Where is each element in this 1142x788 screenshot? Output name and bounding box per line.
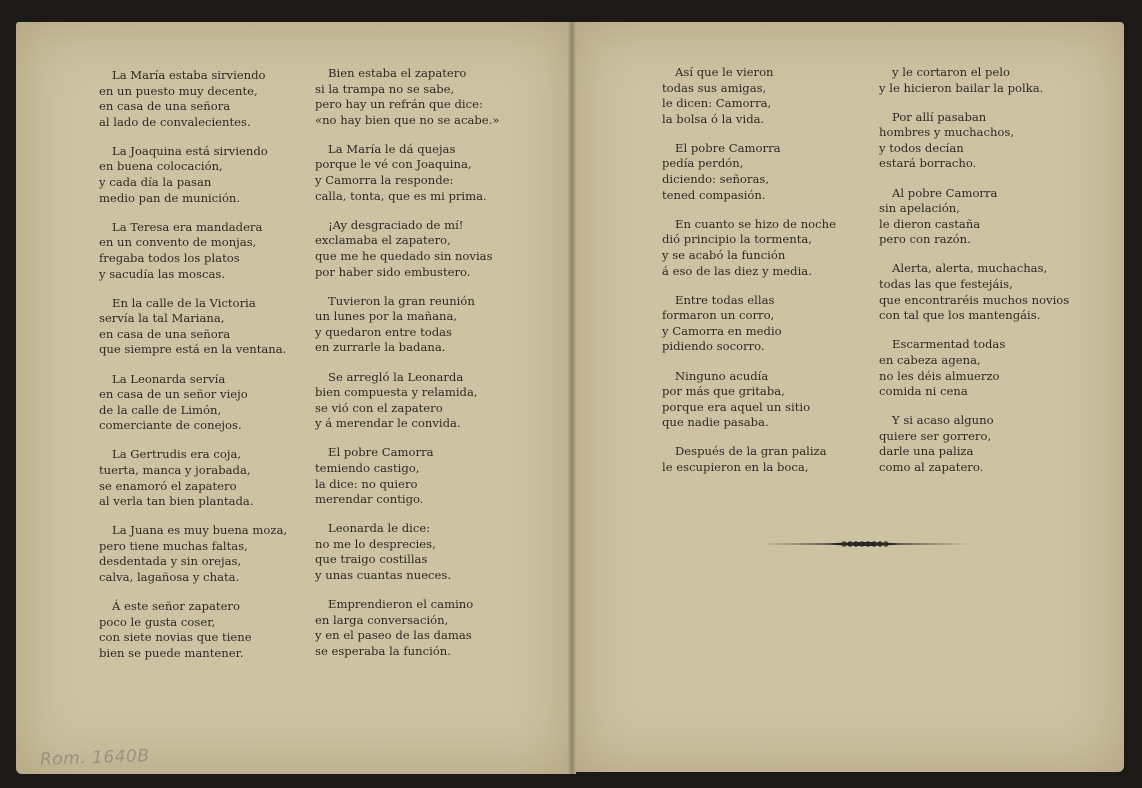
verse-line: La Juana es muy buena moza, [112, 523, 288, 538]
verse-line: exclamaba el zapatero, [315, 233, 451, 248]
verse-line: en zurrarle la badana. [315, 340, 446, 355]
verse-line: pero hay un refrán que dice: [315, 97, 483, 112]
verse-line: en larga conversación, [315, 612, 449, 627]
stanza [99, 220, 287, 282]
verse-line: por más que gritaba, [662, 384, 785, 399]
stanza [99, 447, 287, 509]
stanza [879, 261, 1069, 323]
verse-line: la bolsa ó la vida. [662, 111, 765, 126]
verse-line: En la calle de la Victoria [112, 295, 256, 310]
poem-column-1 [99, 68, 287, 675]
stanza [315, 66, 499, 128]
verse-line: por haber sido embustero. [315, 264, 471, 279]
stanza [99, 372, 287, 434]
verse-line: «no hay bien que no se acabe.» [315, 112, 500, 127]
verse-line: en un puesto muy decente, [99, 83, 258, 98]
verse-line: de la calle de Limón, [99, 402, 222, 417]
verse-line: Tuvieron la gran reunión [328, 293, 475, 308]
verse-line: La María estaba sirviendo [112, 68, 266, 82]
poem-column-3 [662, 65, 836, 489]
stanza [99, 144, 287, 206]
verse-line: quiere ser gorrero, [879, 428, 992, 443]
verse-line: desdentada y sin orejas, [99, 554, 242, 569]
stanza [662, 141, 836, 203]
verse-line: porque era aquel un sitio [662, 399, 811, 414]
verse-line: y unas cuantas nueces. [315, 568, 452, 583]
verse-line: calla, tonta, que es mi prima. [315, 188, 487, 203]
verse-line: Después de la gran paliza [675, 444, 827, 459]
stanza [99, 599, 287, 661]
verse-line: que nadie pasaba. [662, 415, 769, 430]
verse-line: El pobre Camorra [675, 140, 781, 155]
verse-line: y se acabó la función [662, 247, 786, 262]
verse-line: con siete novias que tiene [99, 630, 252, 645]
verse-line: pidiendo socorro. [662, 339, 765, 354]
verse-line: y en el paseo de las damas [315, 628, 472, 643]
verse-line: Escarmentad todas [892, 337, 1006, 352]
stanza [315, 521, 499, 583]
verse-line: comida ni cena [879, 384, 968, 399]
verse-line: Emprendieron el camino [328, 597, 474, 612]
verse-line: formaron un corro, [662, 308, 775, 323]
verse-line: El pobre Camorra [328, 445, 434, 460]
verse-line: todas sus amigas, [662, 80, 767, 95]
verse-line: y todos decían [879, 140, 964, 155]
verse-line: Entre todas ellas [675, 292, 775, 307]
verse-line: bien compuesta y relamida, [315, 385, 478, 400]
stanza [99, 68, 287, 130]
verse-line: y á merendar le convida. [315, 416, 461, 431]
verse-line: En cuanto se hizo de noche [675, 216, 836, 231]
verse-line: comerciante de conejos. [99, 418, 242, 433]
verse-line: todas las que festejáis, [879, 277, 1013, 292]
verse-line: darle una paliza [879, 444, 974, 459]
verse-line: en un convento de monjas, [99, 235, 257, 250]
verse-line: al lado de convalecientes. [99, 114, 251, 129]
verse-line: Alerta, alerta, muchachas, [892, 261, 1048, 276]
verse-line: que encontraréis muchos novios [879, 292, 1070, 307]
stanza [315, 597, 499, 659]
verse-line: merendar contigo. [315, 492, 424, 507]
verse-line: porque le vé con Joaquina, [315, 157, 472, 172]
poem-column-2 [315, 66, 499, 673]
verse-line: un lunes por la mañana, [315, 309, 458, 324]
verse-line: que siempre está en la ventana. [99, 342, 287, 357]
verse-line: en cabeza agena, [879, 352, 981, 367]
verse-line: tuerta, manca y jorabada, [99, 462, 251, 477]
verse-line: le escupieron en la boca, [662, 459, 809, 474]
verse-line: Se arregló la Leonarda [328, 369, 464, 384]
verse-line: que traigo costillas [315, 552, 428, 567]
stanza [662, 65, 836, 127]
verse-line: medio pan de munición. [99, 190, 241, 205]
stanza [662, 217, 836, 279]
verse-line: Y si acaso alguno [892, 413, 994, 428]
verse-line: se vió con el zapatero [315, 400, 443, 415]
stanza [315, 294, 499, 356]
verse-line: á eso de las diez y media. [662, 263, 812, 278]
verse-line: La María le dá quejas [328, 141, 456, 156]
verse-line: pedía perdón, [662, 156, 744, 171]
verse-line: pero con razón. [879, 232, 971, 247]
stanza [879, 337, 1069, 399]
verse-line: en casa de un señor viejo [99, 387, 248, 402]
verse-line: temiendo castigo, [315, 460, 420, 475]
verse-line: en buena colocación, [99, 159, 223, 174]
stanza [662, 444, 836, 475]
verse-line: y sacudía las moscas. [99, 266, 226, 281]
verse-line: bien se puede mantener. [99, 645, 244, 660]
verse-line: Por allí pasaban [892, 109, 987, 124]
verse-line: ¡Ay desgraciado de mí! [328, 217, 464, 232]
stanza [99, 296, 287, 358]
verse-line: y le cortaron el pelo [892, 65, 1010, 79]
verse-line: y Camorra la responde: [315, 173, 454, 188]
verse-line: La Teresa era mandadera [112, 219, 263, 234]
stanza [879, 65, 1069, 96]
verse-line: calva, lagañosa y chata. [99, 570, 240, 585]
verse-line: poco le gusta coser, [99, 614, 216, 629]
verse-line: la dice: no quiero [315, 476, 418, 491]
stanza [879, 110, 1069, 172]
verse-line: en casa de una señora [99, 99, 231, 114]
verse-line: pero tiene muchas faltas, [99, 538, 248, 553]
archive-pencil-note: Rom. 1640B [39, 746, 150, 770]
verse-line: al verla tan bien plantada. [99, 494, 254, 509]
verse-line: Al pobre Camorra [892, 185, 998, 200]
verse-line: La Joaquina está sirviendo [112, 143, 268, 158]
verse-line: diciendo: señoras, [662, 172, 769, 187]
verse-line: le dieron castaña [879, 216, 981, 231]
verse-line: fregaba todos los platos [99, 250, 240, 265]
poem-column-4 [879, 65, 1069, 489]
verse-line: servía la tal Mariana, [99, 311, 225, 326]
verse-line: Bien estaba el zapatero [328, 66, 467, 80]
verse-line: en casa de una señora [99, 326, 231, 341]
verse-line: hombres y muchachos, [879, 125, 1015, 140]
stanza [879, 186, 1069, 248]
verse-line: no me lo desprecies, [315, 536, 436, 551]
verse-line: si la trampa no se sabe, [315, 81, 455, 96]
verse-line: y le hicieron bailar la polka. [879, 80, 1044, 95]
ornamental-divider [758, 540, 970, 548]
verse-line: no les déis almuerzo [879, 368, 1000, 383]
verse-line: Ninguno acudía [675, 368, 769, 383]
stanza [315, 370, 499, 432]
verse-line: que me he quedado sin novias [315, 248, 493, 263]
verse-line: sin apelación, [879, 201, 960, 216]
verse-line: como al zapatero. [879, 459, 984, 474]
verse-line: La Leonarda servía [112, 371, 226, 386]
stanza [662, 293, 836, 355]
verse-line: y Camorra en medio [662, 323, 782, 338]
stanza [662, 369, 836, 431]
verse-line: le dicen: Camorra, [662, 96, 772, 111]
verse-line: tened compasión. [662, 187, 766, 202]
verse-line: y quedaron entre todas [315, 324, 452, 339]
verse-line: Á este señor zapatero [112, 599, 240, 614]
verse-line: Así que le vieron [675, 65, 774, 79]
verse-line: La Gertrudis era coja, [112, 447, 242, 462]
verse-line: se esperaba la función. [315, 643, 451, 658]
verse-line: estará borracho. [879, 156, 977, 171]
stanza [315, 218, 499, 280]
stanza [315, 445, 499, 507]
verse-line: con tal que los mantengáis. [879, 308, 1041, 323]
verse-line: Leonarda le dice: [328, 521, 431, 536]
page-fold [568, 22, 576, 774]
stanza [879, 413, 1069, 475]
stanza [99, 523, 287, 585]
verse-line: dió principio la tormenta, [662, 232, 812, 247]
verse-line: se enamoró el zapatero [99, 478, 237, 493]
stanza [315, 142, 499, 204]
verse-line: y cada día la pasan [99, 175, 212, 190]
